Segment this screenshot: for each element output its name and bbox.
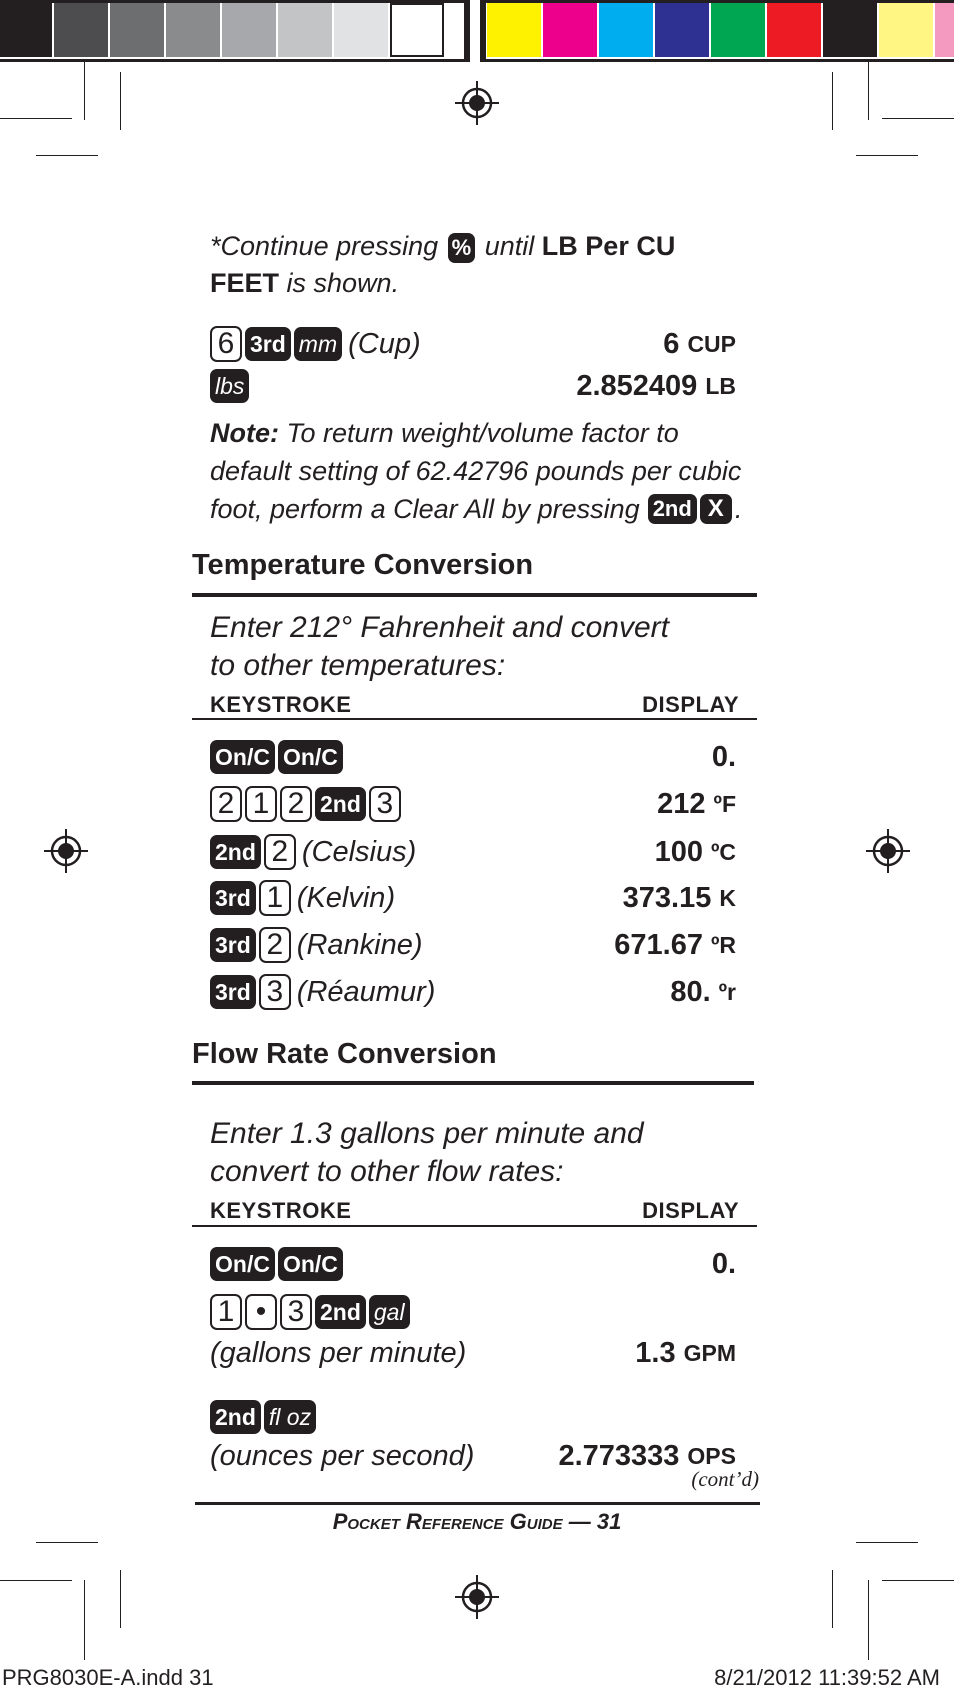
footer-rule	[195, 1502, 760, 1505]
intro-text-a: *Continue pressing	[210, 231, 439, 261]
key-gal: gal	[369, 1295, 410, 1329]
temperature-col-keystroke: KEYSTROKE	[210, 692, 352, 717]
flow-intro-1: Enter 1.3 gallons per minute and	[210, 1117, 644, 1150]
registration-mark-bottom-icon	[455, 1575, 499, 1619]
temperature-heading: Temperature Conversion	[192, 549, 534, 581]
flow-row-clear-value: 0.	[711, 1247, 736, 1280]
row-unit: ºr	[718, 978, 736, 1005]
row-value: 373.15	[622, 881, 712, 914]
registration-mark-right-icon	[866, 829, 910, 873]
row-keys	[210, 830, 416, 874]
key-2: 2	[264, 834, 296, 870]
key-on-c: On/C	[210, 1247, 275, 1281]
flow-row-ops	[210, 1434, 740, 1478]
temperature-col-rule	[192, 718, 757, 720]
row-label: (Cup)	[348, 327, 421, 360]
key-2: 2	[210, 786, 242, 822]
flow-row-ops-keystrokes	[210, 1395, 319, 1439]
flow-row-gpm	[210, 1331, 740, 1375]
flow-intro-2: convert to other flow rates:	[210, 1155, 564, 1188]
keystroke-row	[210, 735, 740, 779]
row-keys	[210, 735, 346, 779]
color-calibration-bar	[0, 0, 954, 62]
row-keys	[210, 782, 404, 826]
key-fl-oz: fl oz	[264, 1400, 316, 1434]
row-keys	[210, 322, 421, 366]
row-unit: ºC	[710, 838, 736, 865]
flow-row-ops-keys	[210, 1395, 740, 1439]
footer-timestamp: 8/21/2012 11:39:52 AM	[714, 1665, 940, 1690]
key-2: 2	[259, 927, 291, 963]
flow-intro	[210, 1115, 644, 1191]
row-keys	[210, 970, 435, 1014]
row-value: 671.67	[614, 928, 703, 961]
footer-filename: PRG8030E-A.indd 31	[2, 1665, 214, 1690]
row-unit: ºR	[710, 931, 736, 958]
intro-text-b: until	[484, 231, 535, 261]
key-2nd: 2nd	[210, 835, 261, 869]
row-value: 100	[654, 835, 703, 868]
flow-row-ops-value: 2.773333	[558, 1439, 680, 1472]
key-2nd: 2nd	[315, 787, 366, 821]
continued-label: (cont’d)	[691, 1467, 759, 1491]
flow-col-keystroke: KEYSTROKE	[210, 1198, 352, 1223]
row-unit: ºF	[713, 790, 736, 817]
key-on-c: On/C	[278, 1247, 343, 1281]
temperature-intro	[210, 609, 669, 685]
key-3: 3	[280, 1294, 312, 1330]
key-on-c: On/C	[278, 740, 343, 774]
key-3rd: 3rd	[210, 881, 256, 915]
flow-row-ops-unit: OPS	[687, 1442, 736, 1469]
temperature-col-display: DISPLAY	[642, 692, 739, 717]
key-on-c: On/C	[210, 740, 275, 774]
keystroke-row	[210, 322, 740, 366]
flow-row-ops-label: (ounces per second)	[210, 1439, 475, 1472]
row-keys	[210, 876, 395, 920]
note-label: Note:	[210, 418, 279, 448]
flow-row-gpm-unit: GPM	[683, 1339, 736, 1366]
key-2nd: 2nd	[210, 1400, 261, 1434]
percent-key: %	[448, 233, 476, 263]
row-label: (Celsius)	[301, 835, 417, 868]
flow-row-clear-keys	[210, 1242, 346, 1286]
note-line-3: foot, perform a Clear All by pressing	[210, 494, 640, 524]
registration-mark-top-icon	[455, 81, 499, 125]
note-key-2nd: 2nd	[648, 494, 697, 524]
intro-bold-b: FEET	[210, 268, 280, 298]
row-value: 2.852409	[576, 369, 698, 402]
row-label: (Kelvin)	[296, 881, 396, 914]
key-lbs: lbs	[210, 369, 249, 403]
key-1: 1	[245, 786, 277, 822]
gray-frame	[0, 0, 470, 62]
note-line-1: To return weight/volume factor to	[286, 418, 679, 448]
intro-bold-a: LB Per CU	[541, 231, 676, 261]
key-3rd: 3rd	[210, 975, 256, 1009]
note-paragraph	[210, 414, 770, 528]
keystroke-row	[210, 364, 740, 408]
key-1: 1	[259, 880, 291, 916]
key-6: 6	[210, 326, 242, 362]
note-end: .	[734, 494, 743, 524]
flow-heading-rule	[192, 1081, 754, 1085]
keystroke-row	[210, 923, 740, 967]
swatch-frame	[480, 0, 954, 62]
row-value: 0.	[711, 740, 736, 773]
keystroke-row	[210, 876, 740, 920]
registration-mark-left-icon	[44, 829, 88, 873]
flow-col-rule	[192, 1225, 757, 1227]
flow-row-gpm-label: (gallons per minute)	[210, 1336, 467, 1369]
keystroke-row	[210, 830, 740, 874]
row-keys	[210, 364, 252, 408]
key-2nd: 2nd	[315, 1295, 366, 1329]
intro-paragraph	[210, 228, 750, 302]
row-label: (Rankine)	[296, 928, 423, 961]
flow-row-gpm-value: 1.3	[635, 1336, 676, 1369]
row-value: 80.	[670, 975, 711, 1008]
flow-col-display: DISPLAY	[642, 1198, 739, 1223]
flow-heading: Flow Rate Conversion	[192, 1038, 497, 1070]
key-3: 3	[369, 786, 401, 822]
footer-guide: Pocket Reference Guide — 31	[332, 1509, 622, 1534]
key-1: 1	[210, 1294, 242, 1330]
row-keys	[210, 923, 423, 967]
flow-row-gpm-keystrokes	[210, 1290, 413, 1334]
key-3: 3	[259, 974, 291, 1010]
note-key-x: X	[700, 494, 732, 524]
key-mm: mm	[294, 327, 342, 361]
keystroke-row	[210, 970, 740, 1014]
note-line-2: default setting of 62.42796 pounds per cubic	[210, 456, 742, 486]
key-2: 2	[280, 786, 312, 822]
row-value: 6	[663, 327, 680, 360]
row-unit: LB	[705, 372, 736, 399]
row-unit: K	[719, 884, 736, 911]
key--: •	[245, 1294, 277, 1330]
flow-row-gpm-keys	[210, 1290, 740, 1334]
row-value: 212	[657, 787, 706, 820]
key-3rd: 3rd	[245, 327, 291, 361]
row-label: (Réaumur)	[296, 975, 436, 1008]
temperature-intro-2: to other temperatures:	[210, 649, 506, 682]
intro-text-c: is shown.	[286, 268, 400, 298]
key-3rd: 3rd	[210, 928, 256, 962]
temperature-heading-rule	[192, 593, 757, 597]
flow-row-clear	[210, 1242, 740, 1286]
keystroke-row	[210, 782, 740, 826]
temperature-intro-1: Enter 212° Fahrenheit and convert	[210, 611, 669, 644]
row-unit: CUP	[687, 330, 736, 357]
